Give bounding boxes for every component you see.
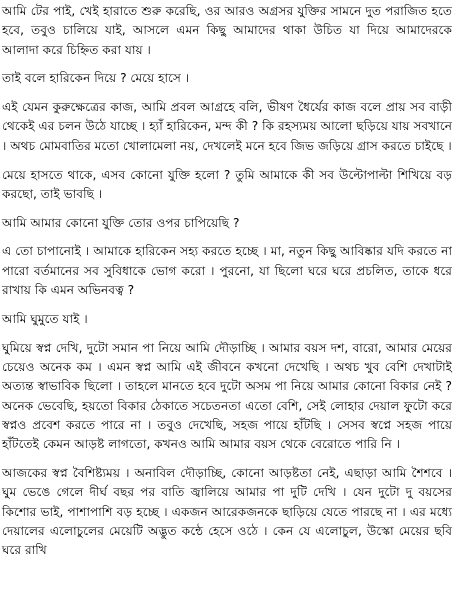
paragraph-1: আমি টের পাই, খেই হারাতে শুরু করেছি, ওর আরও অগ্রসর যুক্তির সামনে দুত পরাজিত হতে হবে, তবুও চালিয়ে যাই, আসলে এমন কিছু আমাদের থাকা উচিত যা দিয়ে আমাদেরকে আলাদা করে চিহ্নিত করা যায় ।: [2, 4, 452, 57]
paragraph-8: ঘুমিয়ে স্বপ্ন দেখি, দুটো সমান পা নিয়ে আমি দৌড়াচ্ছি । আমার বয়স দশ, বারো, আমার মেয়ের চেয়েও অনেক কম । এমন স্বপ্ন আমি এই জীবনে কখনো দেখেছি । অথচ খুব বেশি দেখাটাই অত্যন্ত স্বাভাবিক ছিলো । তাহলে মানতে হবে দুটো অসম পা নিয়ে আমার কোনো বিকার নেই ? অনেক ভেবেছি, হয়তো বিকার ঠেকাতে সচেতনতা এতো বেশি, সেই লোহার দেয়াল ফুটো করে স্বপ্নও প্রবেশ করতে পারে না । তবুও দেখেছি, সহজ পায়ে হাঁটছি । সেসব স্বপ্নে সহজ পায়ে হাঁটতেই কেমন আড়ষ্ট লাগতো, কখনও আমি আমার বয়স থেকে বেরোতে পারি নি ।: [2, 340, 452, 452]
paragraph-3: এই যেমন কুরুক্ষেত্রের কাজ, আমি প্রবল আগ্রহে বলি, ভীষণ ধৈর্যের কাজ বলে প্রায় সব বাড়ী থেকেই এর চলন উঠে যাচ্ছে । হ্যাঁ হারিকেন, মন্দ কী ? কি রহস্যময় আলো ছড়িয়ে যায় সবখানে । অথচ মোমবাতির মতো খোলামেলা নয়, দেখলেই মনে হবে জিভ জড়িয়ে গ্রাস করতে চাইছে ।: [2, 100, 452, 153]
paragraph-9: আজকের স্বপ্ন বৈশিষ্ট্যময় । অনাবিল দৌড়াচ্ছি, কোনো আড়ষ্টতা নেই, এছাড়া আমি শৈশবে । ঘুম ভেঙে গেলে দীর্ঘ বছর পর বাতি জ্বালিয়ে আমার পা দুটি দেখি । যেন দুটো দু বয়সের কিশোর ভাই, পাশাপাশি বড় হচ্ছে । একজন আরেকজনকে ছাড়িয়ে যেতে পারছে না । এর মধ্যে দেয়ালের এলোচুলের মেয়েটি অদ্ভুত কন্ঠে হেসে ওঠে । কেন যে এলোচুল, উস্কো মেয়ের ছবি ঘরে রাখি: [2, 465, 452, 558]
paragraph-7: আমি ঘুমুতে যাই ।: [2, 311, 88, 326]
paragraph-6: এ তো চাপানোই । আমাকে হারিকেন সহ্য করতে হচ্ছে । মা, নতুন কিছু আবিষ্কার যদি করতে না পারো বর্তমানের সব সুবিধাকে ভোগ করো । পুরনো, যা ছিলো ঘরে ঘরে প্রচলিত, তাকে ধরে রাখায় কি এমন অভিনবত্ব ?: [2, 244, 452, 298]
paragraph-4: মেয়ে হাসতে থাকে, এসব কোনো যুক্তি হলো ? তুমি আমাকে কী সব উল্টোপাল্টা শিখিয়ে বড় করছো, তাই ভাবছি ।: [2, 167, 452, 201]
paragraph-5: আমি আমার কোনো যুক্তি তোর ওপর চাপিয়েছি ?: [2, 215, 240, 230]
paragraph-2: তাই বলে হারিকেন দিয়ে ? মেয়ে হাসে ।: [2, 71, 190, 86]
